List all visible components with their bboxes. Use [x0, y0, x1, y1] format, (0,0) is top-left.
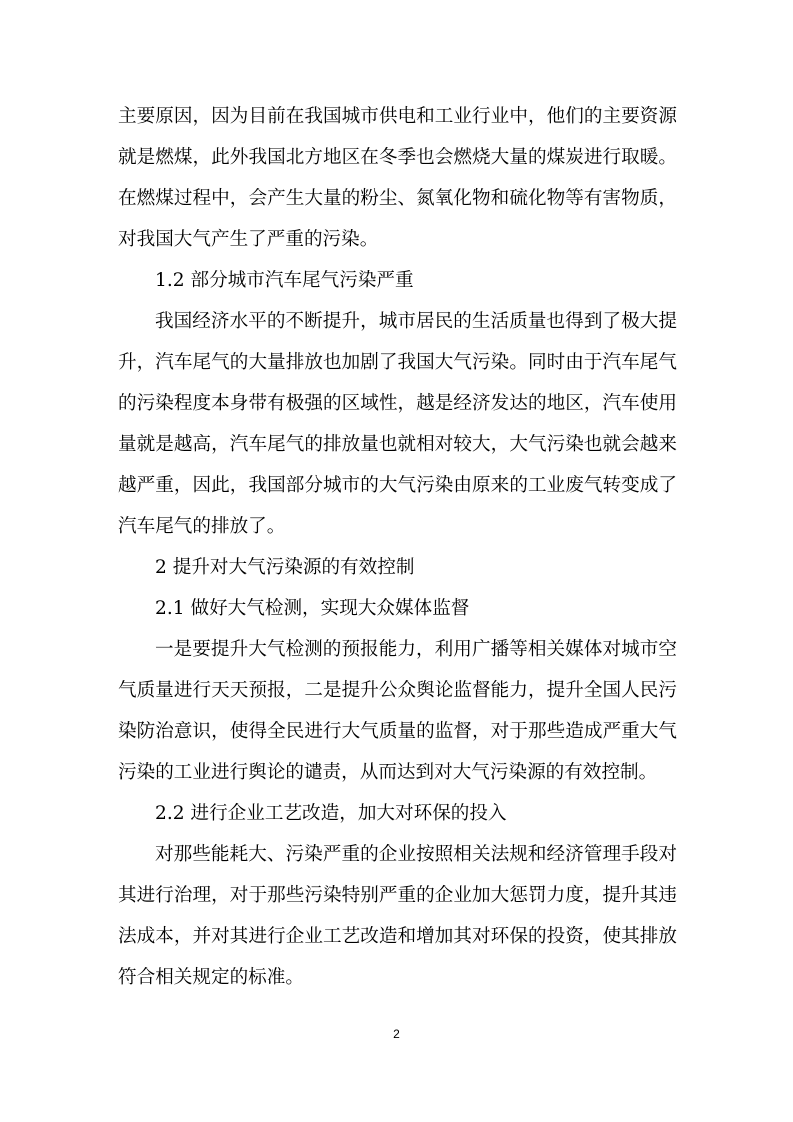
- section-heading: 2.2 进行企业工艺改造，加大对环保的投入: [155, 803, 507, 824]
- section-heading: 2 提升对大气污染源的有效控制: [155, 557, 415, 578]
- document-body: [118, 96, 677, 998]
- section-heading: 2.1 做好大气检测，实现大众媒体监督: [155, 598, 470, 619]
- body-paragraph: 我国经济水平的不断提升，城市居民的生活质量也得到了极大提升，汽车尾气的大量排放也加剧了我国大气污染。同时由于汽车尾气的污染程度本身带有极强的区域性，越是经济发达的地区，汽车使用量就是越高，汽车尾气的排放量也就相对较大，大气污染也就会越来越严重，因此，我国部分城市的大气污染由原来的工业废气转变成了汽车尾气的排放了。: [118, 311, 677, 537]
- body-paragraph: 一是要提升大气检测的预报能力，利用广播等相关媒体对城市空气质量进行天天预报，二是提升公众舆论监督能力，提升全国人民污染防治意识，使得全民进行大气质量的监督，对于那些造成严重大气污染的工业进行舆论的谴责，从而达到对大气污染源的有效控制。: [118, 639, 677, 783]
- body-paragraph: 对那些能耗大、污染严重的企业按照相关法规和经济管理手段对其进行治理，对于那些污染特别严重的企业加大惩罚力度，提升其违法成本，并对其进行企业工艺改造和增加其对环保的投资，使其排放符合相关规定的标准。: [118, 844, 677, 988]
- page-number: 2: [393, 1027, 400, 1041]
- section-heading: 1.2 部分城市汽车尾气污染严重: [155, 270, 414, 291]
- body-paragraph: 主要原因，因为目前在我国城市供电和工业行业中，他们的主要资源就是燃煤，此外我国北方地区在冬季也会燃烧大量的煤炭进行取暖。在燃煤过程中，会产生大量的粉尘、氮氧化物和硫化物等有害物质，对我国大气产生了严重的污染。: [118, 106, 677, 250]
